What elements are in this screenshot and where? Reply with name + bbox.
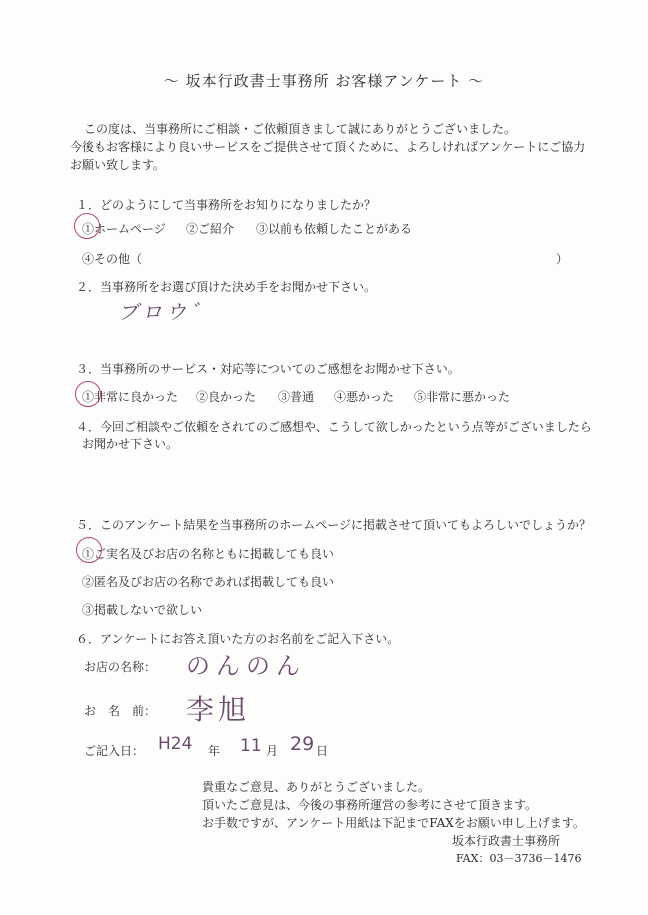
question-2: ２．当事務所をお選び頂けた決め手をお聞かせ下さい。	[76, 280, 377, 294]
date-era-value[interactable]: H24	[158, 734, 193, 754]
customer-name-label: お 名 前：	[84, 704, 157, 718]
question-5: ５．このアンケート結果を当事務所のホームページに掲載させて頂いてもよろしいでしょうか？	[76, 518, 592, 532]
q3-option-average[interactable]: ③普通	[278, 390, 315, 404]
q3-option-very-bad[interactable]: ⑤非常に悪かった	[414, 390, 511, 404]
footer-thanks: 貴重なご意見、ありがとうございました。	[202, 780, 431, 794]
question-4-line-1: ４．今回ご相談やご依頼をされてのご感想や、こうして欲しかったという点等がございましたら	[76, 420, 592, 434]
q1-option-homepage[interactable]: ①ホームページ	[82, 222, 166, 236]
q5-option-anonymous[interactable]: ②匿名及びお店の名称であれば掲載しても良い	[82, 575, 335, 589]
shop-name-value[interactable]: のんのん	[186, 652, 306, 680]
q2-handwritten-answer: ブロウ゛	[118, 300, 214, 324]
question-4-line-2: お聞かせ下さい。	[82, 437, 179, 451]
q5-option-no-publish[interactable]: ③掲載しないで欲しい	[82, 603, 203, 617]
footer-office-name: 坂本行政書士事務所	[452, 834, 561, 848]
question-6: ６．アンケートにお答え頂いた方のお名前をご記入下さい。	[76, 632, 400, 646]
q1-option-other[interactable]: ④その他（	[82, 252, 143, 266]
page-title: 〜 坂本行政書士事務所 お客様アンケート 〜	[163, 72, 485, 90]
q1-option-previous[interactable]: ③以前も依頼したことがある	[256, 222, 413, 236]
shop-name-label: お店の名称：	[84, 660, 157, 674]
intro-line-3: お願い致します。	[70, 158, 166, 172]
date-year-unit: 年	[208, 744, 221, 758]
question-1: １．どのようにして当事務所をお知りになりましたか？	[76, 198, 377, 212]
date-label: ご記入日：	[84, 744, 145, 758]
intro-line-1: この度は、当事務所にご相談・ご依頼頂きまして誠にありがとうございました。	[84, 122, 517, 136]
intro-line-2: 今後もお客様により良いサービスをご提供させて頂くために、よろしければアンケートにご協力	[70, 140, 586, 154]
q3-selection-circle	[75, 381, 101, 407]
customer-name-value[interactable]: 李旭	[186, 693, 251, 726]
q1-selection-circle	[74, 213, 100, 239]
footer-note: 頂いたご意見は、今後の事務所運営の参考にさせて頂きます。	[202, 798, 538, 812]
q3-option-good[interactable]: ②良かった	[196, 390, 257, 404]
q3-option-very-good[interactable]: ①非常に良かった	[82, 390, 179, 404]
q1-other-close-paren: ）	[556, 252, 569, 266]
footer-fax-request: お手数ですが、アンケート用紙は下記までFAXをお願い申し上げます。	[202, 816, 585, 830]
question-3: ３．当事務所のサービス・対応等についてのご感想をお聞かせ下さい。	[76, 362, 460, 376]
date-day-value[interactable]: 29	[290, 733, 315, 755]
q1-option-referral[interactable]: ②ご紹介	[186, 222, 235, 236]
date-month-unit: 月	[266, 744, 279, 758]
q3-option-bad[interactable]: ④悪かった	[334, 390, 395, 404]
date-day-unit: 日	[316, 744, 329, 758]
date-month-value[interactable]: 11	[240, 736, 262, 756]
q5-selection-circle	[76, 537, 102, 563]
footer-fax-number: FAX：03－3736－1476	[456, 852, 582, 865]
q5-option-real-name[interactable]: ①ご実名及びお店の名称ともに掲載しても良い	[82, 547, 335, 561]
